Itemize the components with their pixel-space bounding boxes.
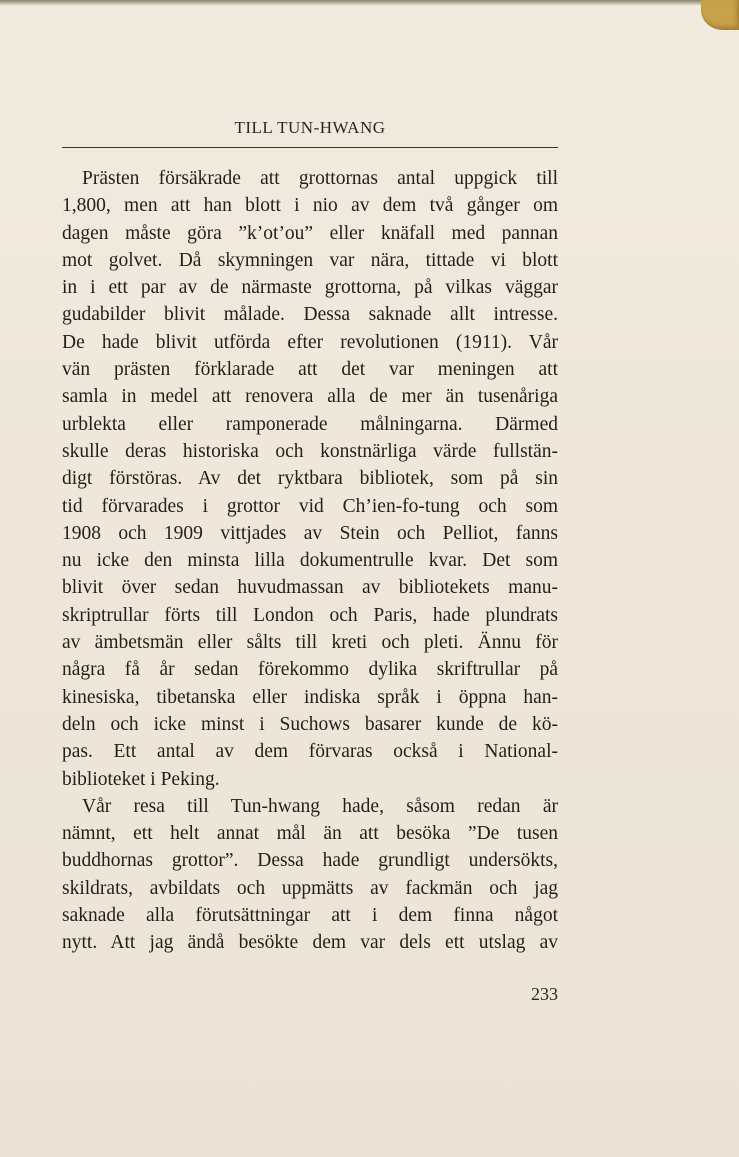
header-rule [62,147,558,148]
text-line: biblioteket i Peking. [62,768,220,790]
text-line: samla in medel att renovera alla de mer än tusenåriga [62,386,558,408]
text-line: nämnt, ett helt annat mål än att besöka ”De tusen [62,823,558,845]
text-line: blivit över sedan huvudmassan av bibliotekets manu- [62,577,558,599]
text-line: skriptrullar förts till London och Paris, hade plundrats [62,604,558,626]
text-line: 1908 och 1909 vittjades av Stein och Pelliot, fanns [62,522,558,544]
body-text [62,165,558,957]
text-line: några få år sedan förekommo dylika skriftrullar på [62,659,558,681]
text-line: gudabilder blivit målade. Dessa saknade allt intresse. [62,304,558,326]
text-line: urblekta eller ramponerade målningarna. Därmed [62,413,558,435]
text-line: nu icke den minsta lilla dokumentrulle kvar. Det som [62,550,558,572]
text-line: Prästen försäkrade att grottornas antal uppgick till [82,168,558,189]
text-line: Vår resa till Tun-hwang hade, såsom redan är [82,795,558,817]
text-line: buddhornas grottor”. Dessa hade grundligt undersökts, [62,850,558,872]
text-line: dagen måste göra ”k’ot’ou” eller knäfall med pannan [62,222,558,244]
page-number: 233 [531,984,558,1004]
text-line: digt förstöras. Av det ryktbara bibliotek, som på sin [62,468,558,490]
text-line: in i ett par av de närmaste grottorna, på vilkas väggar [62,277,558,299]
text-line: mot golvet. Då skymningen var nära, tittade vi blott [62,249,558,271]
text-line: pas. Ett antal av dem förvaras också i National- [62,741,558,763]
text-line: deln och icke minst i Suchows basarer kunde de kö- [62,713,558,735]
text-line: saknade alla förutsättningar att i dem finna något [62,905,558,927]
page-top-edge [0,0,739,6]
text-line: kinesiska, tibetanska eller indiska språk i öppna han- [62,686,558,708]
text-line: skildrats, avbildats och uppmätts av fackmän och jag [62,877,558,899]
text-line: 1,800, men att han blott i nio av dem två gånger om [62,195,558,217]
text-line: tid förvarades i grottor vid Ch’ien-fo-tung och som [62,495,558,517]
text-line: De hade blivit utförda efter revolutionen (1911). Vår [62,331,558,353]
text-line: skulle deras historiska och konstnärliga värde fullstän- [62,440,558,462]
running-head: TILL TUN-HWANG [234,118,386,137]
corner-tab [701,0,739,30]
text-line: av ämbetsmän eller sålts till kreti och pleti. Ännu för [62,632,558,654]
text-line: vän prästen förklarade att det var meningen att [62,359,558,381]
text-line: nytt. Att jag ändå besökte dem var dels ett utslag av [62,932,558,954]
